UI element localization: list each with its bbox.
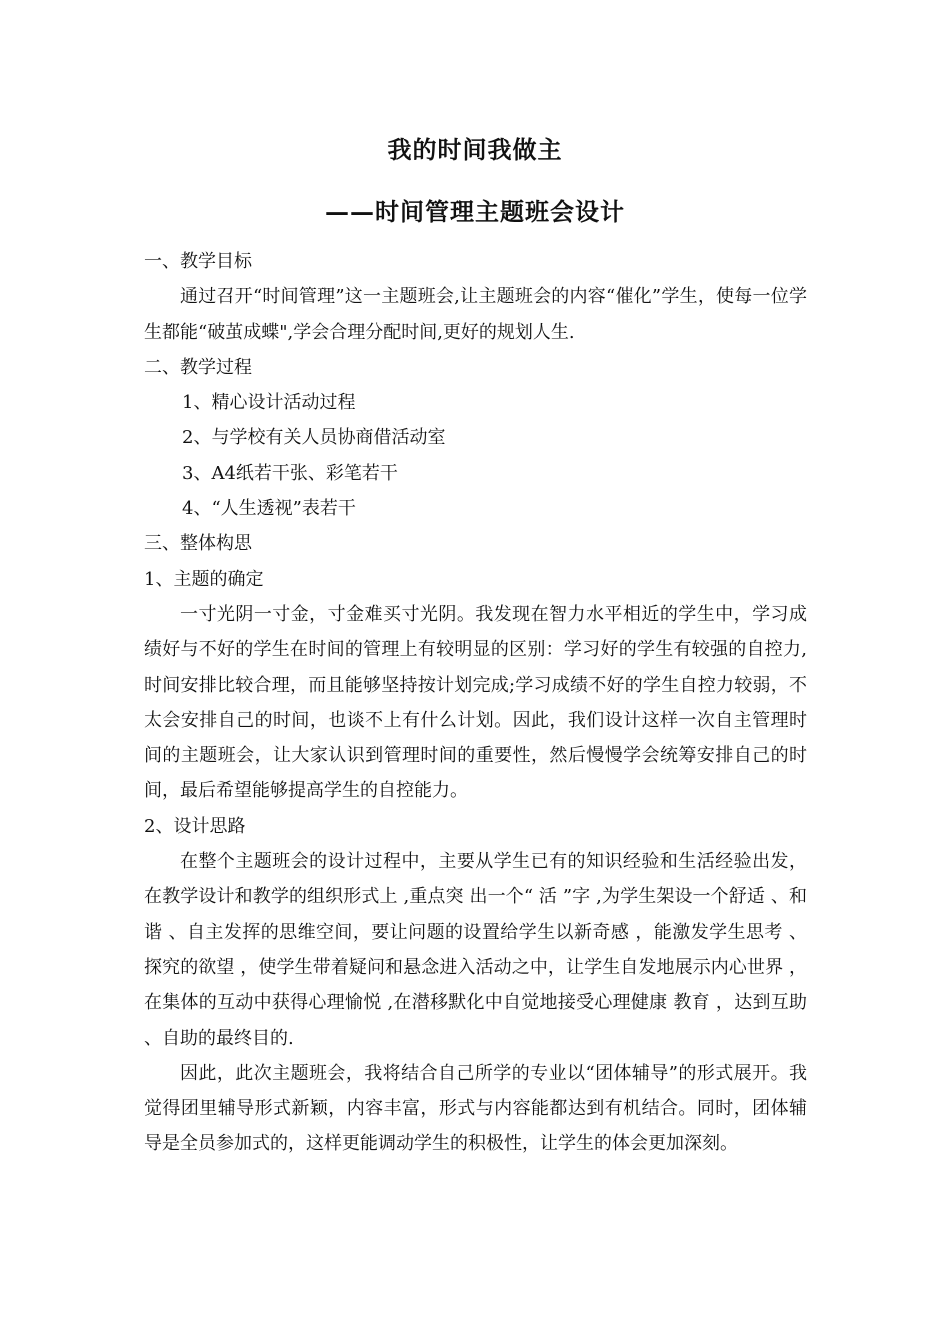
section-heading-overall-concept: 三、整体构思 [144, 533, 252, 555]
subsection-heading-theme: 1、主题的确定 [144, 568, 264, 590]
list-item: 1、精心设计活动过程 [182, 392, 356, 414]
document-subtitle: ——时间管理主题班会设计 [325, 197, 625, 226]
section-heading-teaching-process: 二、教学过程 [144, 356, 252, 378]
subsection-heading-design-idea: 2、设计思路 [144, 815, 246, 837]
list-item: 2、与学校有关人员协商借活动室 [182, 427, 446, 449]
list-item: 4、“人生透视”表若干 [182, 498, 356, 520]
paragraph-group-counseling: 因此，此次主题班会，我将结合自己所学的专业以“团体辅导”的形式展开。我觉得团里辅导形式新颖，内容丰富，形式与内容能都达到有机结合。同时，团体辅导是全员参加式的，这样更能调动学生的积极性，让学生的体会更加深刻。 [144, 1062, 807, 1155]
section-heading-teaching-goals: 一、教学目标 [144, 251, 252, 272]
document-title: 我的时间我做主 [387, 135, 563, 164]
paragraph-design-idea: 在整个主题班会的设计过程中，主要从学生已有的知识经验和生活经验出发，在教学设计和教学的组织形式上 ,重点突 出一个“ 活 ”字 ,为学生架设一个舒适 、和谐 、自主发挥的思维空间，要让问题的设置给学生以新奇感 ，能激发学生思考 、探究的欲望 ，使学生带着疑问和悬念进入活动之中，让学生自发地展示内心世界 ，在集体的互动中获得心理愉悦 ,在潜移默化中自觉地接受心理健康 教育 ，达到互助 、自助的最终目的. [144, 851, 807, 1049]
list-item: 3、A4纸若干张、彩笔若干 [182, 462, 398, 484]
paragraph-theme: 一寸光阴一寸金，寸金难买寸光阴。我发现在智力水平相近的学生中，学习成绩好与不好的学生在时间的管理上有较明显的区别：学习好的学生有较强的自控力,时间安排比较合理，而且能够坚持按计划完成;学习成绩不好的学生自控力较弱，不太会安排自己的时间，也谈不上有什么计划。因此，我们设计这样一次自主管理时间的主题班会，让大家认识到管理时间的重要性，然后慢慢学会统筹安排自己的时间，最后希望能够提高学生的自控能力。 [144, 603, 807, 802]
paragraph-teaching-goals: 通过召开“时间管理”这一主题班会,让主题班会的内容“催化”学生，使每一位学生都能“破茧成蝶",学会合理分配时间,更好的规划人生. [144, 286, 807, 343]
document-body [144, 244, 807, 1162]
